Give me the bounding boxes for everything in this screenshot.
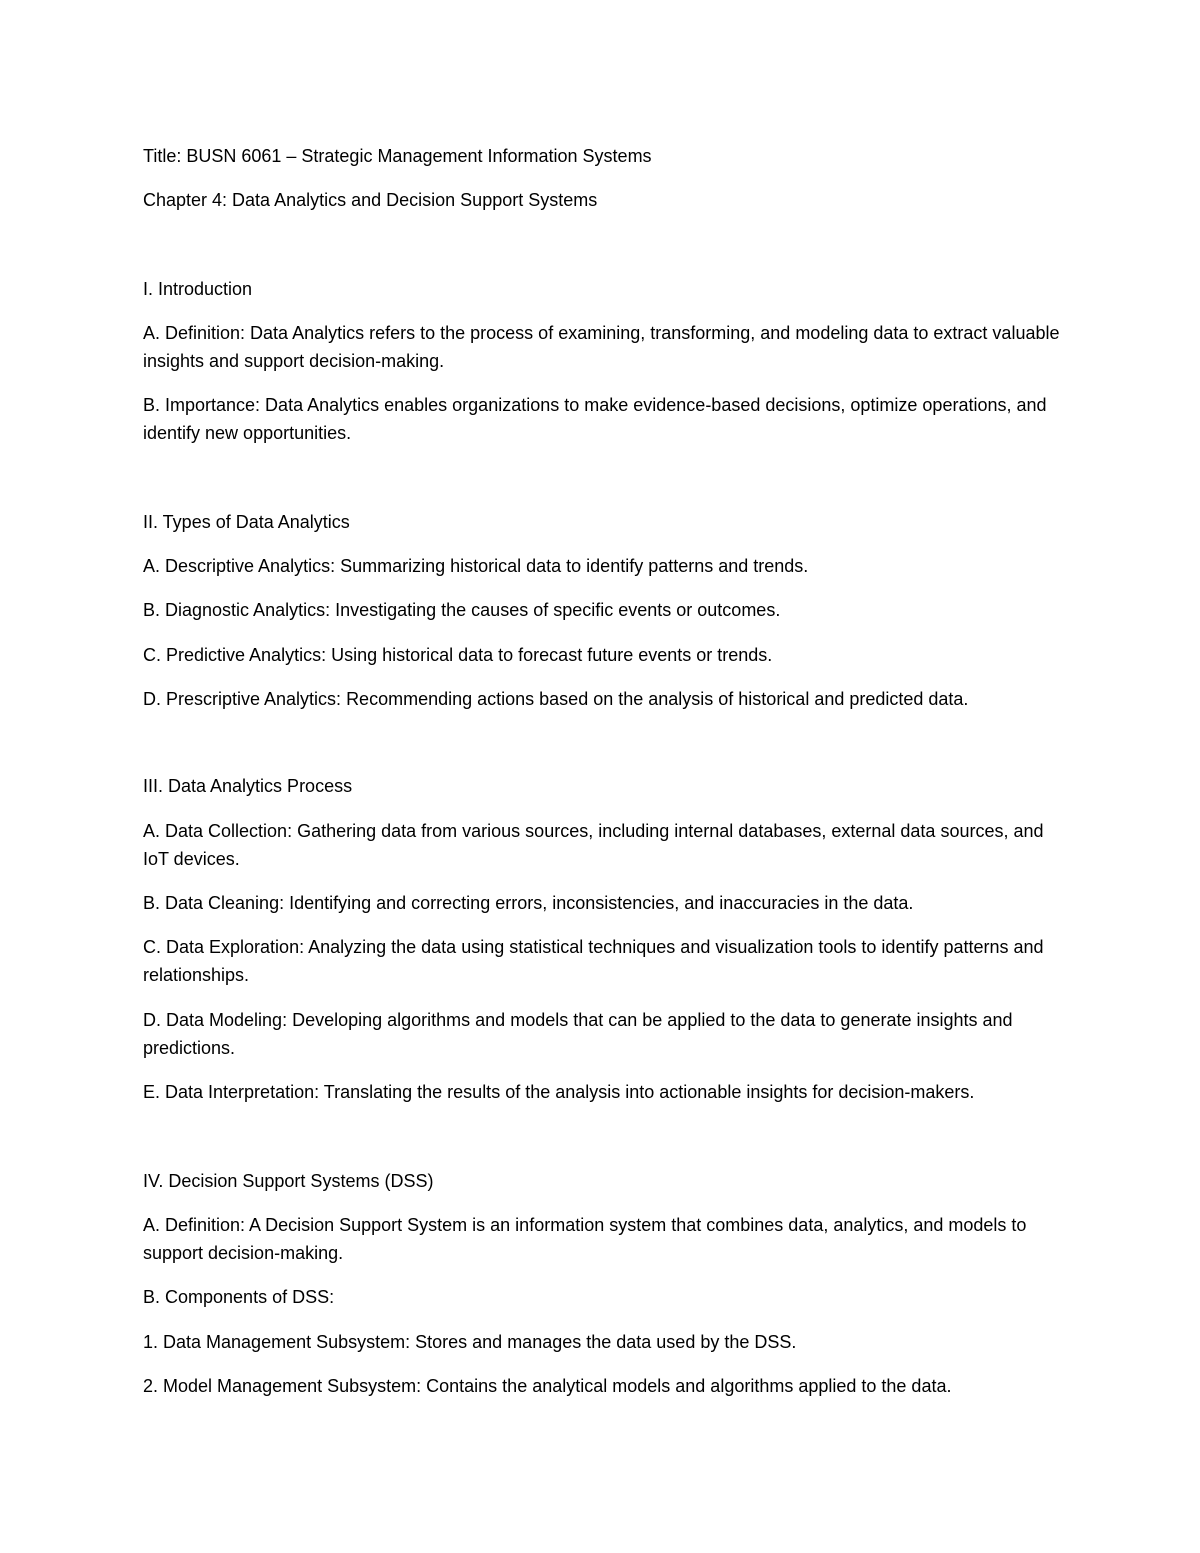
types-predictive-item: C. Predictive Analytics: Using historical data to forecast future events or trends. — [143, 645, 773, 665]
types-prescriptive-item: D. Prescriptive Analytics: Recommending actions based on the analysis of historical and predicted data. — [143, 689, 969, 709]
process-cleaning-paragraph: B. Data Cleaning: Identifying and correcting errors, inconsistencies, and inaccuracies in the data. — [143, 893, 914, 913]
intro-definition-paragraph: A. Definition: Data Analytics refers to the process of examining, transforming, and modeling data to extract valuable insights and support decision-making. — [143, 323, 1060, 371]
types-diagnostic-item: B. Diagnostic Analytics: Investigating the causes of specific events or outcomes. — [143, 600, 781, 620]
section-heading-process: III. Data Analytics Process — [143, 776, 353, 796]
process-exploration-paragraph: C. Data Exploration: Analyzing the data using statistical techniques and visualization tools to identify patterns and relationships. — [143, 937, 1044, 985]
section-heading-types: II. Types of Data Analytics — [143, 512, 350, 532]
dss-model-management-item: 2. Model Management Subsystem: Contains the analytical models and algorithms applied to the data. — [143, 1376, 952, 1396]
dss-definition-paragraph: A. Definition: A Decision Support System is an information system that combines data, analytics, and models to support decision-making. — [143, 1215, 1027, 1263]
process-modeling-paragraph: D. Data Modeling: Developing algorithms and models that can be applied to the data to generate insights and predictions. — [143, 1010, 1013, 1058]
types-descriptive-item: A. Descriptive Analytics: Summarizing historical data to identify patterns and trends. — [143, 556, 809, 576]
dss-data-management-item: 1. Data Management Subsystem: Stores and manages the data used by the DSS. — [143, 1332, 797, 1352]
process-interpretation-paragraph: E. Data Interpretation: Translating the results of the analysis into actionable insights for decision-makers. — [143, 1082, 975, 1102]
process-collection-paragraph: A. Data Collection: Gathering data from various sources, including internal databases, external data sources, and IoT devices. — [143, 821, 1044, 869]
section-heading-dss: IV. Decision Support Systems (DSS) — [143, 1171, 434, 1191]
document-title: Title: BUSN 6061 – Strategic Management Information Systems — [143, 146, 652, 166]
section-heading-introduction: I. Introduction — [143, 279, 253, 299]
dss-components-heading: B. Components of DSS: — [143, 1287, 335, 1307]
chapter-title: Chapter 4: Data Analytics and Decision Support Systems — [143, 190, 598, 210]
intro-importance-paragraph: B. Importance: Data Analytics enables organizations to make evidence-based decisions, optimize operations, and identify new opportunities. — [143, 395, 1047, 443]
